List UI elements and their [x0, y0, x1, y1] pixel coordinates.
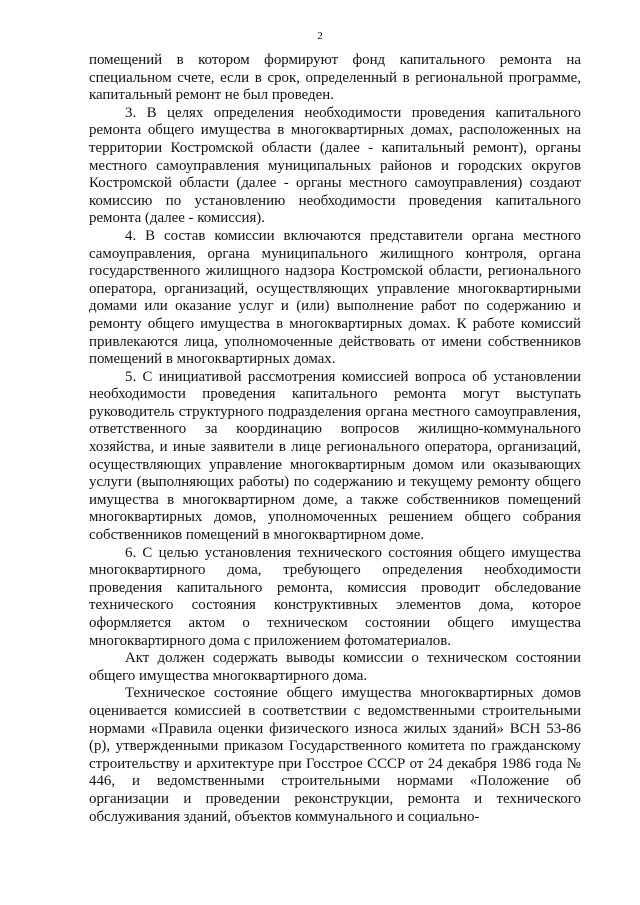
- paragraph-5: 5. С инициативой рассмотрения комиссией вопроса об установлении необходимости проведения капитального ремонта могут выступать руководитель структурного подразделения органа местного самоуправления, ответственного за координацию вопросов жилищно-коммунального хозяйства, и иные заявители в лице регионального оператора, организаций, осуществляющих управление многоквартирным домом или оказывающих услуги (выполняющих работы) по содержанию и текущему ремонту общего имущества в многоквартирном доме, а также собственников помещений многоквартирных домов, уполномоченных решением общего собрания собственников помещений в многоквартирном доме.: [89, 368, 581, 544]
- page-number: 2: [317, 30, 323, 42]
- paragraph-act-conclusions: Акт должен содержать выводы комиссии о техническом состоянии общего имущества многоквартирного дома.: [89, 650, 581, 684]
- paragraph-3: 3. В целях определения необходимости проведения капитального ремонта общего имущества в многоквартирных домах, расположенных на территории Костромской области (далее - капитальный ремонт), органы местного самоуправления муниципальных районов и городских округов Костромской области (далее - органы местного самоуправления) создают комиссию по установлению необходимости проведения капитального ремонта (далее - комиссия).: [89, 104, 581, 227]
- paragraph-6: 6. С целью установления технического состояния общего имущества многоквартирного дома, требующего определения необходимости проведения капитального ремонта, комиссия проводит обследование технического состояния конструктивных элементов дома, которое оформляется актом о техническом состоянии общего имущества многоквартирного дома с приложением фотоматериалов.: [89, 544, 581, 649]
- paragraph-continuation: помещений в котором формируют фонд капитального ремонта на специальном счете, если в срок, определенный в региональной программе, капитальный ремонт не был проведен.: [89, 52, 581, 104]
- paragraph-4: 4. В состав комиссии включаются представители органа местного самоуправления, органа муниципального жилищного контроля, органа государственного жилищного надзора Костромской области, регионального оператора, организаций, осуществляющих управление многоквартирными домами или оказание услуг и (или) выполнение работ по содержанию и ремонту общего имущества в многоквартирных домах. К работе комиссий привлекаются лица, уполномоченные действовать от имени собственников помещений в многоквартирных домах.: [89, 227, 581, 368]
- paragraph-technical-state: Техническое состояние общего имущества многоквартирных домов оценивается комиссией в соответствии с ведомственными строительными нормами «Правила оценки физического износа жилых зданий» ВСН 53-86 (р), утвержденными приказом Государственного комитета по гражданскому строительству и архитектуре при Госстрое СССР от 24 декабря 1986 года № 446, и ведомственными строительными нормами «Положение об организации и проведении реконструкции, ремонта и технического обслуживания зданий, объектов коммунального и социально-: [89, 685, 581, 825]
- document-body: [89, 52, 581, 826]
